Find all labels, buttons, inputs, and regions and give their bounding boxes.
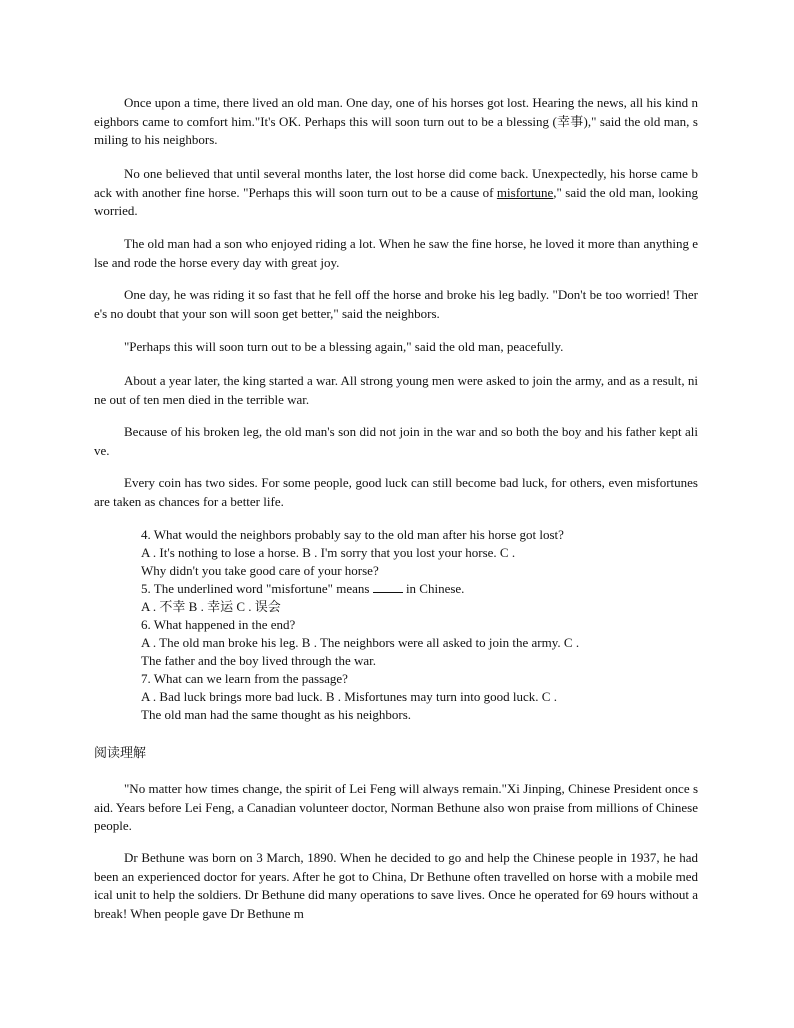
- section-heading: 阅读理解: [94, 746, 147, 761]
- paragraph-7: Because of his broken leg, the old man's son did not join in the war and so both the boy and his father kept alive.: [94, 424, 698, 458]
- answer-blank: [373, 581, 403, 593]
- question-4: 4. What would the neighbors probably say to the old man after his horse got lost?: [141, 527, 564, 542]
- paragraph-3: The old man had a son who enjoyed riding a lot. When he saw the fine horse, he loved it more than anything else and rode the horse every day with great joy.: [94, 236, 698, 270]
- question-5-options: A . 不幸 B . 幸运 C . 误会: [141, 599, 281, 614]
- paragraph-2: No one believed that until several months later, the lost horse did come back. Unexpectedly, his horse came back with another fine horse. "Perhaps this will soon turn out to be a cause of misfortune," said the old man, looking worried.: [94, 166, 698, 218]
- question-7-options: A . Bad luck brings more bad luck. B . Misfortunes may turn into good luck. C .: [141, 689, 557, 704]
- paragraph-4: One day, he was riding it so fast that he fell off the horse and broke his leg badly. "Don't be too worried! There's no doubt that your son will soon get better," said the neighbors.: [94, 287, 698, 321]
- question-6: 6. What happened in the end?: [141, 617, 296, 632]
- question-6-options: A . The old man broke his leg. B . The neighbors were all asked to join the army. C .: [141, 635, 580, 650]
- paragraph-8: Every coin has two sides. For some people, good luck can still become bad luck, for others, even misfortunes are taken as chances for a better life.: [94, 475, 698, 509]
- paragraph-9: "No matter how times change, the spirit of Lei Feng will always remain."Xi Jinping, Chinese President once said. Years before Lei Feng, a Canadian volunteer doctor, Norman Bethune also won praise from millions of Chinese people.: [94, 781, 698, 833]
- paragraph-6: About a year later, the king started a war. All strong young men were asked to join the army, and as a result, nine out of ten men died in the terrible war.: [94, 373, 698, 407]
- paragraph-5: "Perhaps this will soon turn out to be a blessing again," said the old man, peacefully.: [124, 339, 564, 354]
- question-4-options: A . It's nothing to lose a horse. B . I'm sorry that you lost your horse. C .: [141, 545, 516, 560]
- question-5: 5. The underlined word "misfortune" means in Chinese.: [141, 581, 465, 596]
- question-7-option-c: The old man had the same thought as his neighbors.: [141, 707, 412, 722]
- question-list: [141, 526, 681, 724]
- underlined-word-misfortune: misfortune: [496, 184, 554, 200]
- paragraph-10: Dr Bethune was born on 3 March, 1890. When he decided to go and help the Chinese people in 1937, he had been an experienced doctor for years. After he got to China, Dr Bethune often travelled on horse with a mobile medical unit to help the soldiers. Dr Bethune did many operations to save lives. Once he operated for 69 hours without a break! When people gave Dr Bethune m: [94, 850, 698, 921]
- question-6-option-c: The father and the boy lived through the war.: [141, 653, 377, 668]
- paragraph-1: Once upon a time, there lived an old man. One day, one of his horses got lost. Hearing the news, all his kind neighbors came to comfort him."It's OK. Perhaps this will soon turn out to be a blessing (幸事)," said the old man, smiling to his neighbors.: [94, 95, 698, 147]
- question-4-option-c: Why didn't you take good care of your horse?: [141, 563, 379, 578]
- question-7: 7. What can we learn from the passage?: [141, 671, 348, 686]
